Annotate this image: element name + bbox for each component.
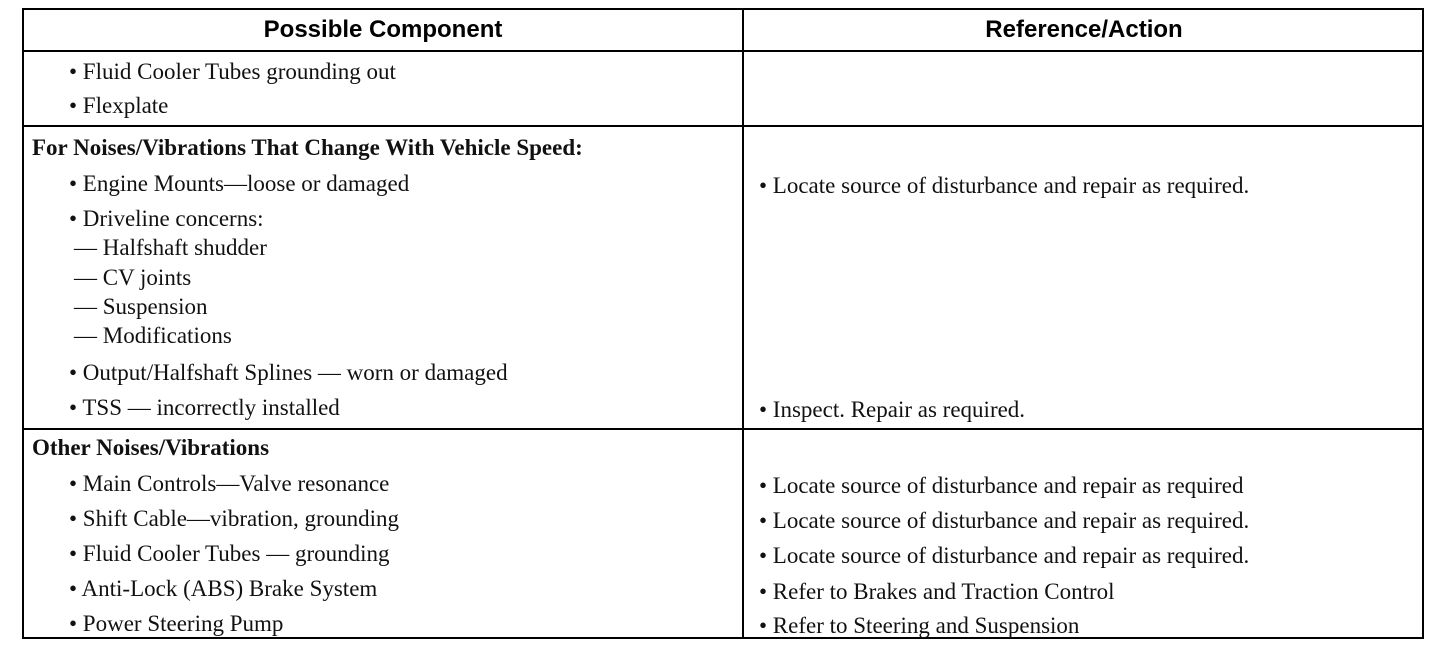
header-divider <box>24 50 1422 52</box>
component-item: • TSS — incorrectly installed <box>69 395 340 420</box>
action-item: • Locate source of disturbance and repair as required. <box>759 543 1250 568</box>
action-item: • Inspect. Repair as required. <box>759 397 1026 422</box>
component-subitem: — Halfshaft shudder <box>74 235 267 260</box>
component-item: • Fluid Cooler Tubes grounding out <box>69 59 396 84</box>
header-reference-action: Reference/Action <box>985 16 1183 43</box>
action-item: • Refer to Steering and Suspension <box>759 613 1080 638</box>
component-item: • Flexplate <box>69 93 169 118</box>
component-item: • Power Steering Pump <box>69 611 284 636</box>
component-subitem: — Suspension <box>74 294 208 319</box>
section-title-vehicle-speed: For Noises/Vibrations That Change With Vehicle Speed: <box>32 135 583 160</box>
action-item: • Locate source of disturbance and repair as required. <box>759 508 1250 533</box>
row-divider-1 <box>24 125 1422 127</box>
header-possible-component: Possible Component <box>263 16 503 43</box>
component-item: • Engine Mounts—loose or damaged <box>69 171 410 196</box>
row-divider-2 <box>24 428 1422 430</box>
component-item: • Output/Halfshaft Splines — worn or damaged <box>69 360 508 385</box>
column-divider <box>742 10 744 637</box>
action-item: • Locate source of disturbance and repair as required. <box>759 173 1250 198</box>
action-item: • Refer to Brakes and Traction Control <box>759 579 1115 604</box>
component-item: • Driveline concerns: <box>69 206 264 231</box>
component-item: • Fluid Cooler Tubes — grounding <box>69 541 390 566</box>
component-item: • Main Controls—Valve resonance <box>69 471 390 496</box>
action-item: • Locate source of disturbance and repair as required <box>759 473 1244 498</box>
section-title-other: Other Noises/Vibrations <box>32 435 270 460</box>
component-item: • Anti-Lock (ABS) Brake System <box>69 576 378 601</box>
diagnosis-table <box>22 8 1424 639</box>
component-subitem: — CV joints <box>74 265 192 290</box>
component-item: • Shift Cable—vibration, grounding <box>69 506 400 531</box>
component-subitem: — Modifications <box>74 323 232 348</box>
